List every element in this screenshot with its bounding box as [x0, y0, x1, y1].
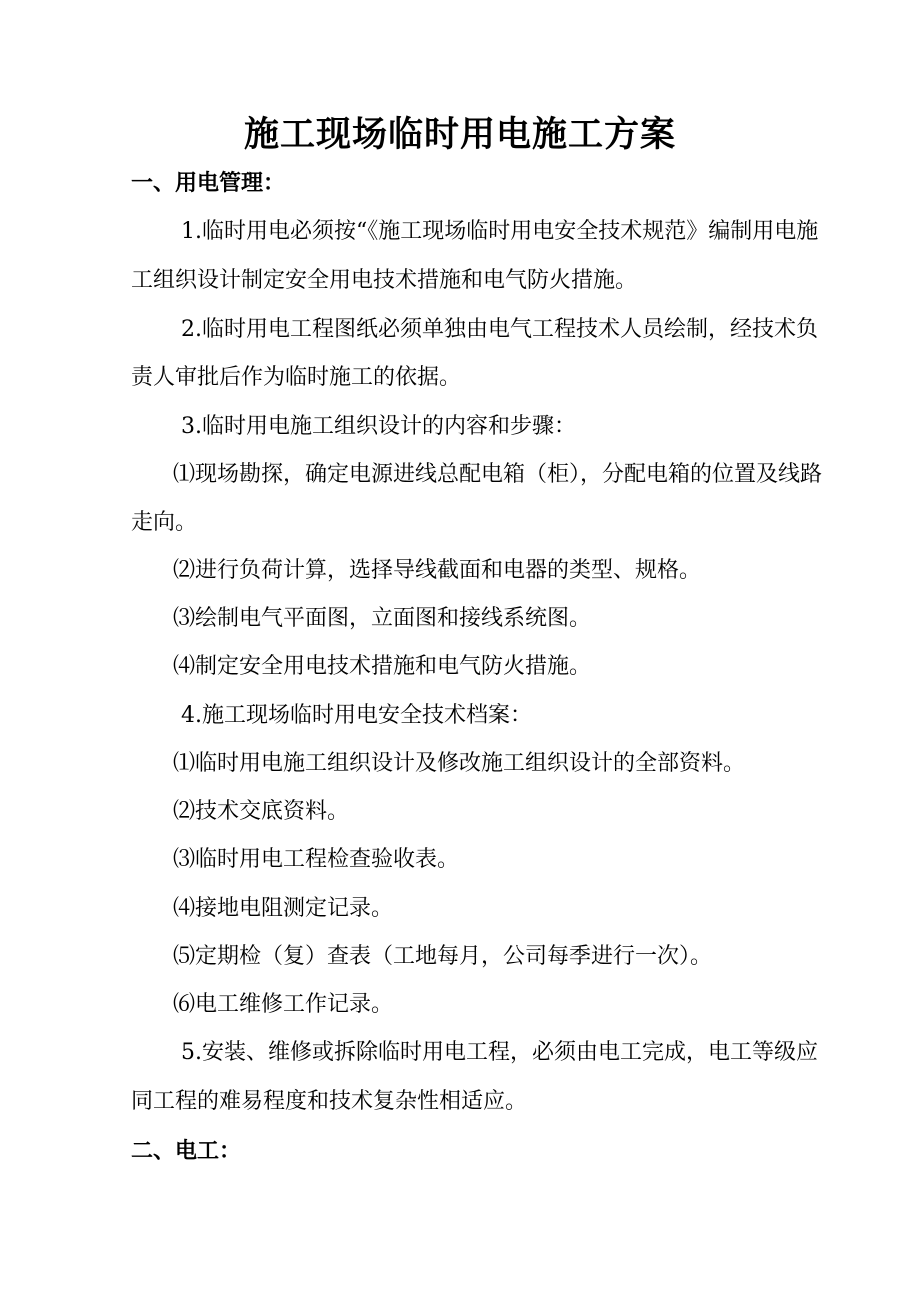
paragraph-line: 责人审批后作为临时施工的依据。 — [131, 365, 462, 390]
document-title: 施工现场临时用电施工方案 — [243, 114, 676, 155]
list-item: ⑶临时用电工程检查验收表。 — [173, 847, 460, 872]
paragraph-line: 同工程的难易程度和技术复杂性相适应。 — [131, 1089, 528, 1114]
paragraph-line: 3.临时用电施工组织设计的内容和步骤： — [181, 414, 576, 439]
list-item: ⑵技术交底资料。 — [173, 799, 350, 824]
paragraph-line: 2.临时用电工程图纸必须单独由电气工程技术人员绘制，经技术负 — [181, 317, 818, 342]
list-item: ⑸定期检（复）查表（工地每月，公司每季进行一次）。 — [173, 944, 713, 969]
list-item: ⑷接地电阻测定记录。 — [173, 896, 394, 921]
paragraph-line: 1.临时用电必须按“《施工现场临时用电安全技术规范》编制用电施 — [181, 219, 819, 244]
section-heading-2: 二、电工： — [131, 1138, 242, 1164]
list-item: ⑴现场勘探，确定电源进线总配电箱（柜），分配电箱的位置及线路 — [173, 462, 823, 487]
section-heading-1: 一、用电管理： — [131, 170, 286, 196]
paragraph-line: 4.施工现场临时用电安全技术档案： — [181, 703, 532, 728]
list-item: ⑶绘制电气平面图，立面图和接线系统图。 — [173, 606, 592, 631]
list-item: ⑹电工维修工作记录。 — [173, 992, 394, 1017]
paragraph-line: 工组织设计制定安全用电技术措施和电气防火措施。 — [131, 268, 638, 293]
paragraph-line: 5.安装、维修或拆除临时用电工程，必须由电工完成，电工等级应 — [181, 1040, 818, 1065]
list-item: ⑴临时用电施工组织设计及修改施工组织设计的全部资料。 — [173, 751, 746, 776]
list-item: ⑷制定安全用电技术措施和电气防火措施。 — [173, 654, 592, 679]
list-item: ⑵进行负荷计算，选择导线截面和电器的类型、规格。 — [173, 558, 702, 583]
list-item-continuation: 走向。 — [131, 510, 198, 535]
